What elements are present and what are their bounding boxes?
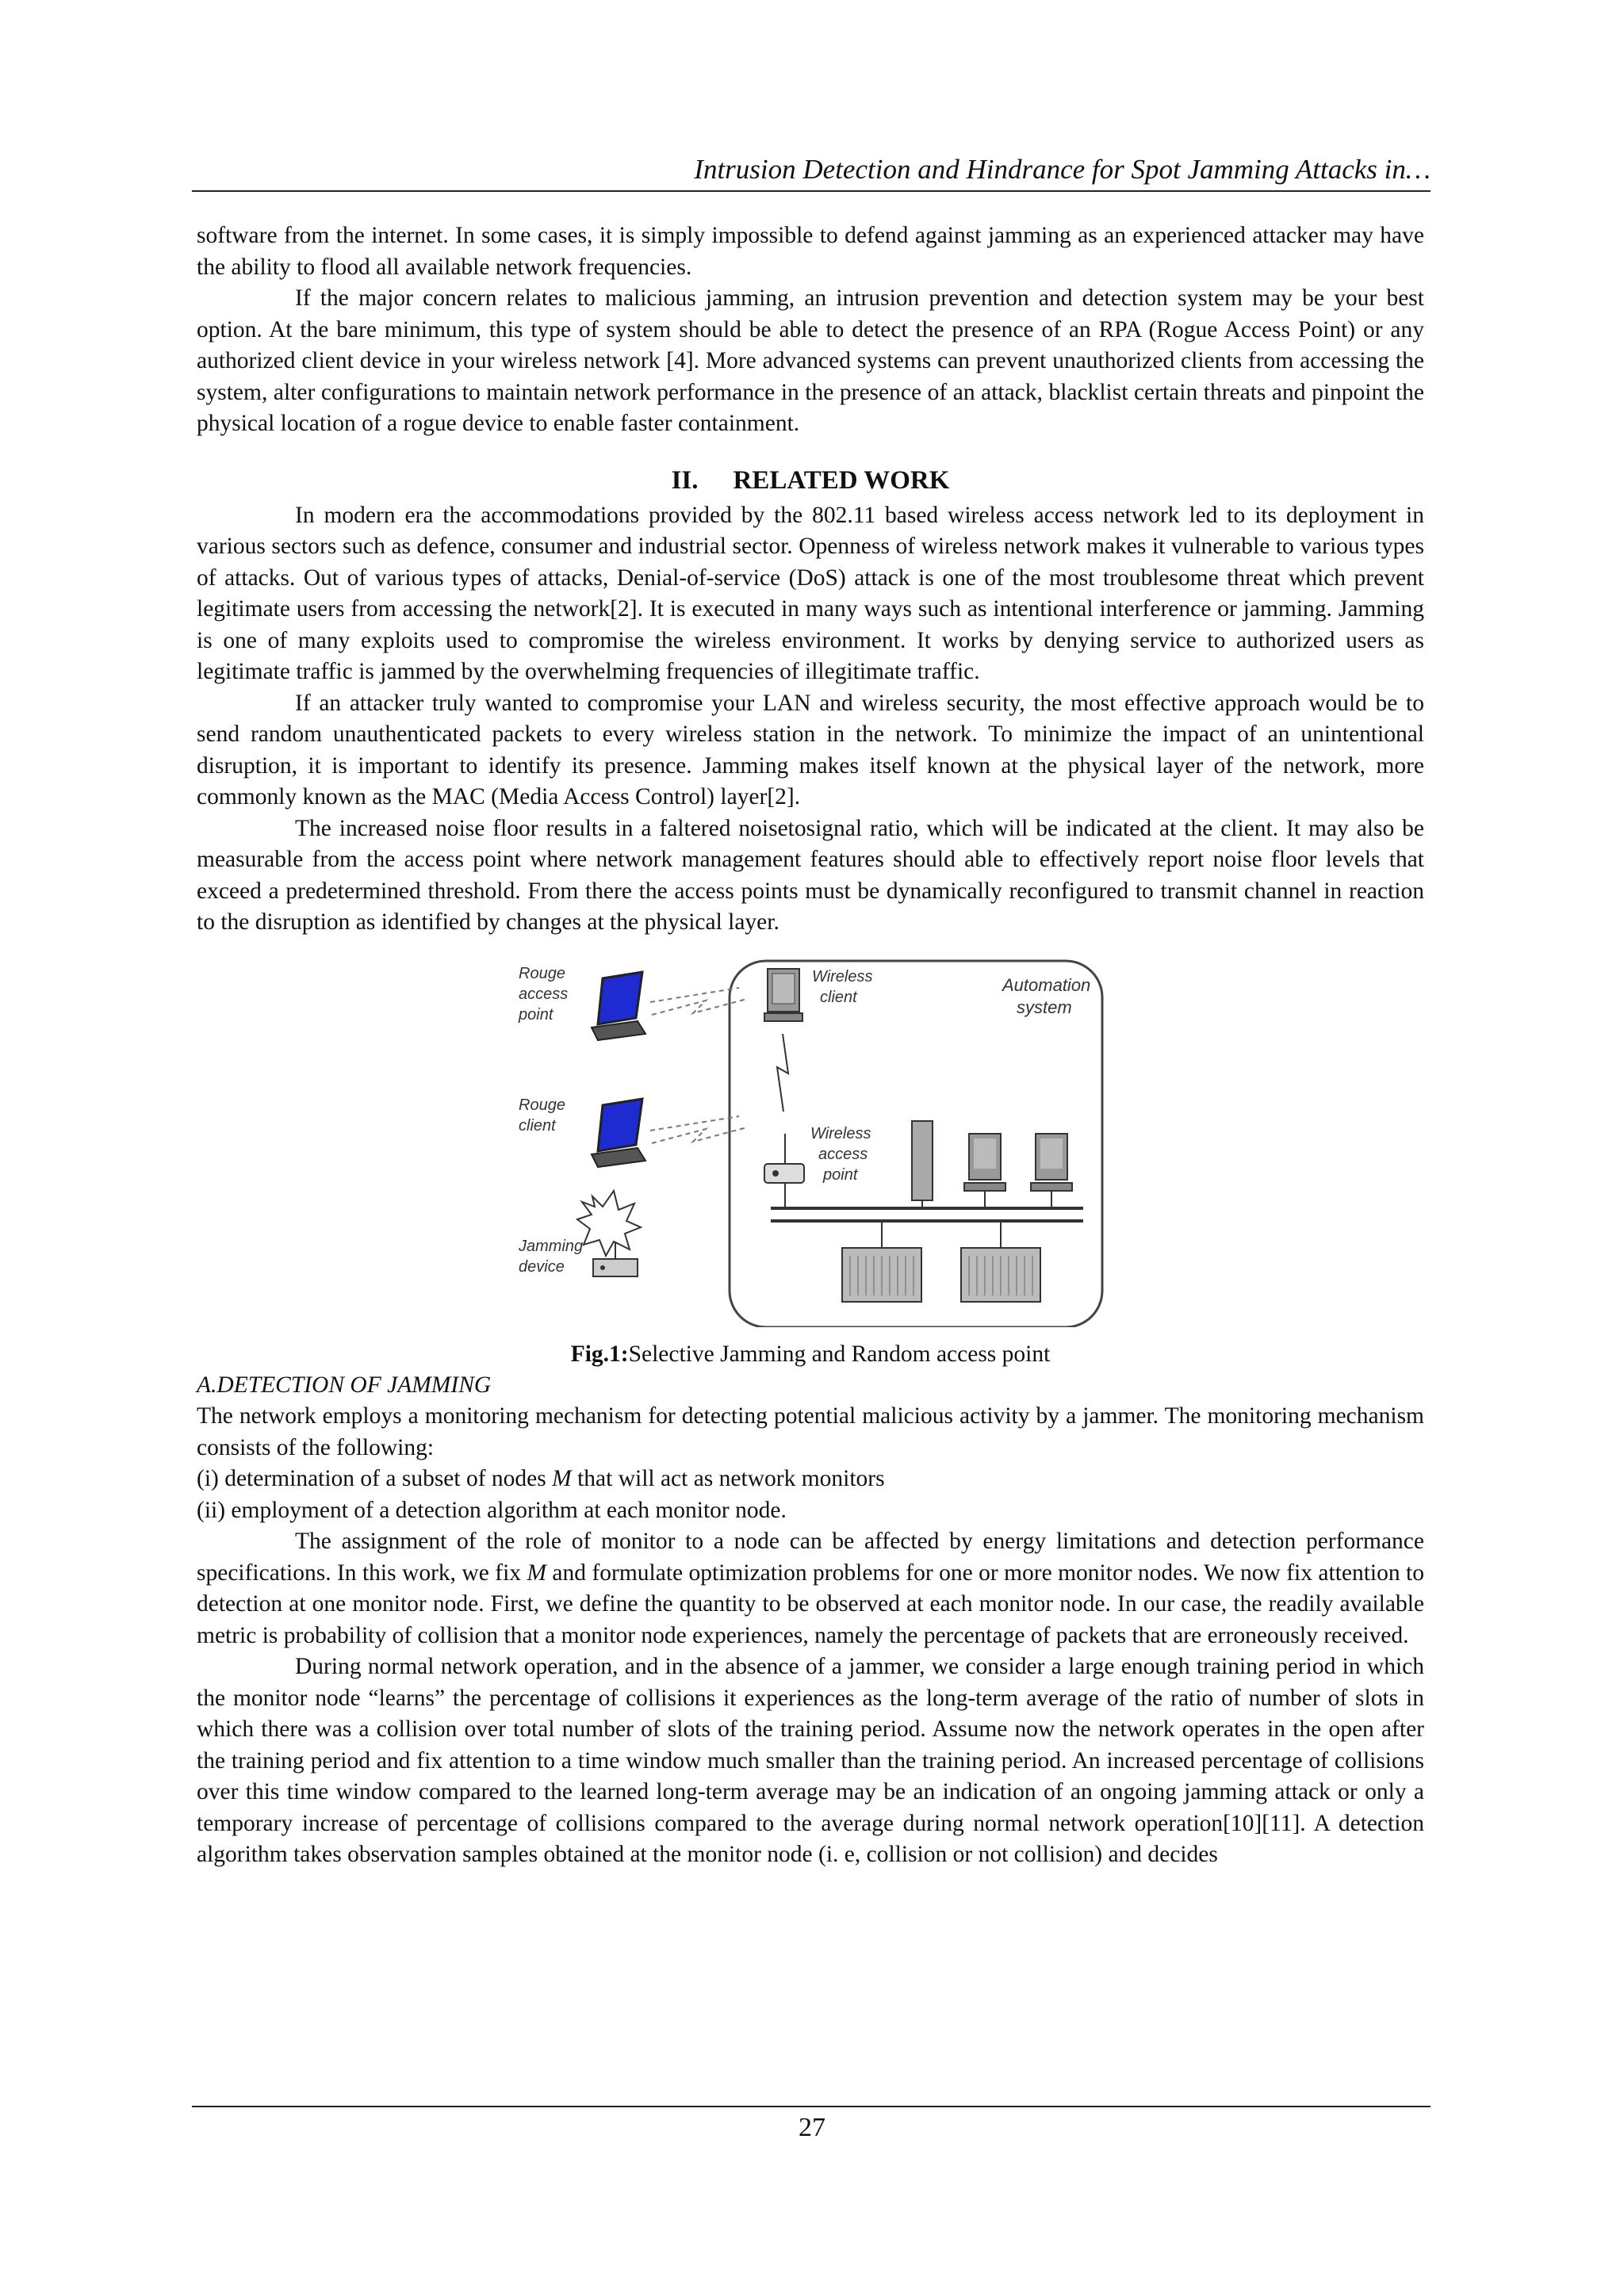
label-wap-2: access bbox=[818, 1145, 868, 1163]
detection-paragraph-2 bbox=[197, 1526, 1424, 1651]
figure-diagram bbox=[509, 955, 1112, 1327]
paragraph-text: The assignment of the role of monitor to a node can be affected by energy limitations and detection performance specifications. In this work, we fix bbox=[197, 1529, 1424, 1586]
figure-1 bbox=[197, 955, 1424, 1370]
label-wap-3: point bbox=[823, 1165, 858, 1184]
section-title: RELATED WORK bbox=[733, 465, 950, 495]
variable-m: M bbox=[527, 1559, 547, 1586]
label-rouge-ap-3: point bbox=[519, 1005, 553, 1024]
related-work-paragraph-2: If an attacker truly wanted to compromise your LAN and wireless security, the most effective approach would be to send random unauthenticated packets to every wireless station in the network. To minimize the impact of an unintentional disruption, it is important to identify its presence. Jamming makes itself known at the physical layer of the network, more commonly known as the MAC (Media Access Control) layer[2]. bbox=[197, 690, 1424, 809]
server-tower-icon bbox=[912, 1121, 933, 1200]
figure-caption-text: Selective Jamming and Random access point bbox=[628, 1341, 1051, 1367]
jamming-device-icon bbox=[593, 1242, 638, 1276]
list-item-text: that will act as network monitors bbox=[571, 1466, 885, 1491]
rouge-access-point-laptop-icon bbox=[592, 972, 645, 1040]
rouge-client-laptop-icon bbox=[592, 1099, 645, 1167]
section-number: II. bbox=[671, 465, 699, 495]
label-jamming-1: Jamming bbox=[519, 1237, 584, 1255]
label-wireless-client-2: client bbox=[820, 988, 857, 1006]
variable-m: M bbox=[552, 1466, 572, 1491]
page-number: 27 bbox=[799, 2113, 825, 2142]
subsection-heading-detection: A.DETECTION OF JAMMING bbox=[197, 1372, 492, 1398]
detection-list-item-2: (ii) employment of a detection algorithm at each monitor node. bbox=[197, 1497, 787, 1523]
label-rouge-client-2: client bbox=[519, 1116, 556, 1135]
related-work-paragraph-3: The increased noise floor results in a faltered noisetosignal ratio, which will be indicated at the client. It may also be measurable from the access point where network management features should able to effectively report noise floor levels that exceed a predetermined threshold. From there the access points must be dynamically reconfigured to transmit channel in reaction to the disruption as identified by changes at the physical layer. bbox=[197, 815, 1424, 935]
jamming-burst-icon bbox=[577, 1191, 641, 1256]
figure-caption-label: Fig.1: bbox=[570, 1341, 629, 1367]
detection-paragraph-1: The network employs a monitoring mechanism for detecting potential malicious activity by a jammer. The monitoring mechanism consists of the following: bbox=[197, 1403, 1424, 1460]
rack-controller-icon bbox=[842, 1248, 921, 1302]
label-rouge-ap-1: Rouge bbox=[519, 964, 565, 982]
header-rule bbox=[192, 190, 1431, 192]
running-header: Intrusion Detection and Hindrance for Spot Jamming Attacks in… bbox=[694, 154, 1431, 185]
label-rouge-client-1: Rouge bbox=[519, 1096, 565, 1114]
detection-paragraph-3: During normal network operation, and in the absence of a jammer, we consider a large enough training period in which the monitor node “learns” the percentage of collisions it experiences as the long-term average of the ratio of number of slots in which there was a collision over total number of slots of the training period. Assume now the network operates in the open after the training period and fix attention to a time window much smaller than the training period. An increased percentage of collisions over this time window compared to the learned long-term average may be an indication of an ongoing jamming attack or only a temporary increase of percentage of collisions compared to the average during normal network operation[10][11]. A detection algorithm takes observation samples obtained at the monitor node (i. e, collision or not collision) and decides bbox=[197, 1654, 1424, 1867]
paragraph-text: and formulate optimization problems for one or more monitor nodes. We now fix attention to detection at one monitor node. First, we define the quantity to be observed at each monitor node. In our case, the readily available metric is probability of collision that a monitor node experiences, namely the percentage of packets that are erroneously received. bbox=[197, 1559, 1424, 1648]
label-jamming-2: device bbox=[519, 1257, 565, 1276]
footer-rule bbox=[192, 2106, 1431, 2107]
figure-caption bbox=[197, 1338, 1424, 1370]
wireless-client-computer-icon bbox=[764, 969, 802, 1021]
network-diagram bbox=[509, 955, 1112, 1327]
detection-list-item-1 bbox=[197, 1464, 1424, 1495]
body-text bbox=[197, 220, 1424, 1871]
workstation-icon bbox=[1031, 1134, 1072, 1191]
intro-paragraph-2: If the major concern relates to malicious jamming, an intrusion prevention and detection system may be your best option. At the bare minimum, this type of system should be able to detect the presence of an RPA (Rogue Access Point) or any authorized client device in your wireless network [4]. More advanced systems can prevent unauthorized clients from accessing the system, alter configurations to maintain network performance in the presence of an attack, blacklist certain threats and pinpoint the physical location of a rogue device to enable faster containment. bbox=[197, 285, 1424, 436]
label-automation-2: system bbox=[1017, 997, 1072, 1017]
label-automation-1: Automation bbox=[1002, 974, 1091, 995]
label-wap-1: Wireless bbox=[810, 1124, 871, 1142]
list-item-text: (i) determination of a subset of nodes bbox=[197, 1466, 553, 1491]
section-heading-related-work bbox=[197, 464, 1424, 497]
intro-paragraph-1: software from the internet. In some cases, it is simply impossible to defend against jamming as an experienced attacker may have the ability to flood all available network frequencies. bbox=[197, 223, 1424, 280]
label-wireless-client-1: Wireless bbox=[812, 967, 873, 985]
rack-controller-icon bbox=[961, 1248, 1040, 1302]
label-rouge-ap-2: access bbox=[519, 985, 569, 1003]
workstation-icon bbox=[964, 1134, 1005, 1191]
related-work-paragraph-1: In modern era the accommodations provided by the 802.11 based wireless access network led to its deployment in various sectors such as defence, consumer and industrial sector. Openness of wireless network makes it vulnerable to various types of attacks. Out of various types of attacks, Denial-of-service (DoS) attack is one of the most troublesome threat which prevent legitimate users from accessing the network[2]. It is executed in many ways such as intentional interference or jamming. Jamming is one of many exploits used to compromise the wireless environment. It works by denying service to authorized users as legitimate traffic is jammed by the overwhelming frequencies of illegitimate traffic. bbox=[197, 502, 1424, 684]
